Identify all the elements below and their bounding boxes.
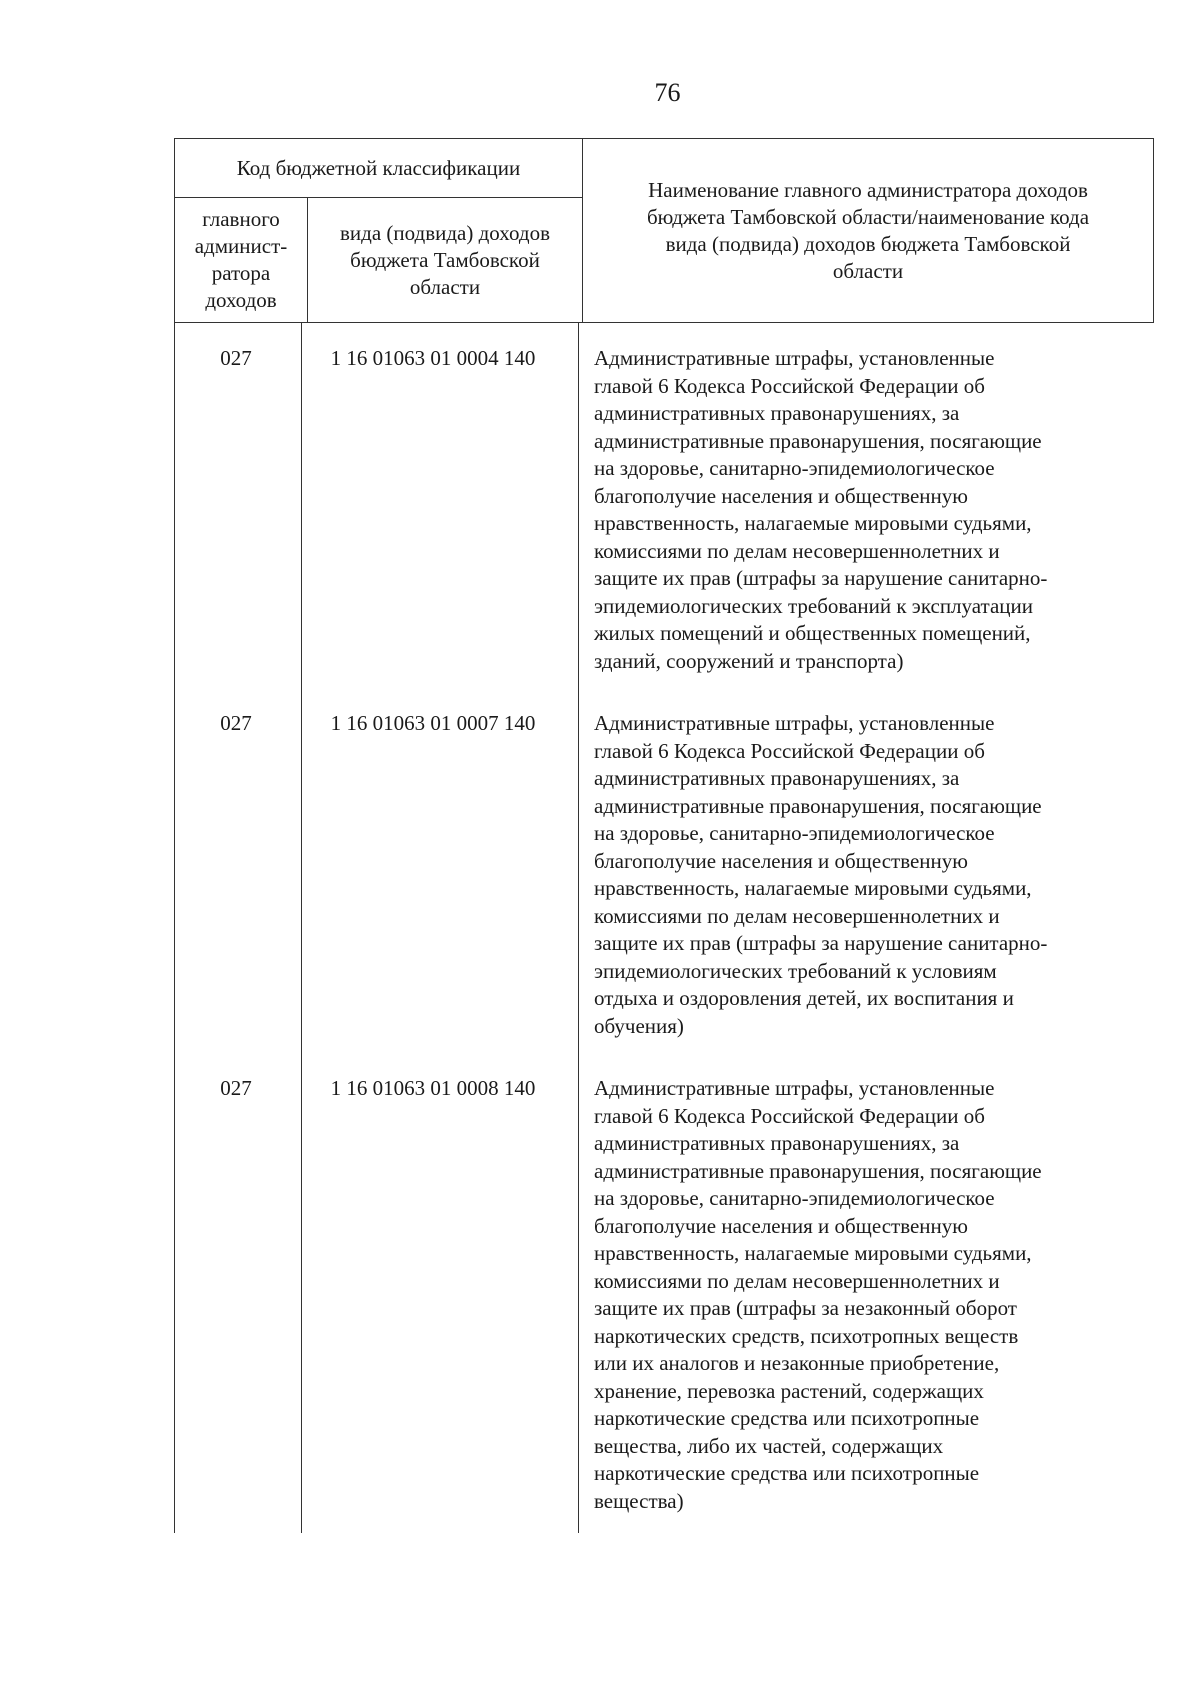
name-line: нравственность, налагаемые мировыми судьями,: [594, 876, 1032, 900]
header-admin-line: доходов: [205, 288, 277, 312]
header-admin-line: админист-: [194, 234, 288, 258]
name-line: вещества): [594, 1488, 684, 1513]
name-line: благополучие населения и общественную: [594, 848, 968, 873]
name-line: нравственность, налагаемые мировыми судьями,: [594, 1241, 1032, 1265]
name-line: эпидемиологических требований к эксплуатации: [594, 593, 1034, 618]
name-line: отдыха и оздоровления детей, их воспитания и: [594, 986, 1014, 1010]
header-code-line: области: [409, 274, 481, 299]
name-line: административных правонарушениях, за: [594, 401, 960, 425]
name-line: вещества, либо их частей, содержащих: [594, 1433, 944, 1458]
name-line: благополучие населения и общественную: [594, 1213, 968, 1238]
name-line: административных правонарушениях, за: [594, 1131, 960, 1155]
name-line: Административные штрафы, установленные: [594, 711, 995, 735]
column-divider: [301, 323, 302, 1533]
header-group-budget-code: Код бюджетной классификации: [175, 139, 583, 198]
header-code-line: вида (подвида) доходов: [340, 220, 550, 245]
name-line: административные правонарушения, посягающие: [594, 793, 1042, 818]
admin-code-cell: 027: [220, 346, 252, 370]
name-line: наркотических средств, психотропных веществ: [594, 1323, 1019, 1348]
name-line: главой 6 Кодекса Российской Федерации об: [594, 1103, 985, 1128]
admin-code-cell: 027: [220, 711, 252, 735]
name-line: нравственность, налагаемые мировыми судьями,: [594, 511, 1032, 535]
name-line: или их аналогов и незаконные приобретение,: [594, 1351, 1000, 1375]
name-line: на здоровье, санитарно-эпидемиологическое: [594, 821, 995, 845]
name-line: на здоровье, санитарно-эпидемиологическое: [594, 456, 995, 480]
name-line: комиссиями по делам несовершеннолетних и: [594, 903, 1000, 928]
name-line: защите их прав (штрафы за нарушение санитарно-: [594, 566, 1048, 590]
header-name-column: [583, 139, 1154, 323]
table-body: [174, 323, 1154, 1533]
name-line: Административные штрафы, установленные: [594, 346, 995, 370]
revenue-code-cell: 1 16 01063 01 0007 140: [330, 711, 536, 735]
header-code-column: [308, 198, 583, 323]
column-divider: [174, 323, 175, 1533]
admin-code-cell: 027: [220, 1076, 252, 1100]
header-code-line: бюджета Тамбовской: [350, 247, 540, 272]
column-divider: [578, 323, 579, 1533]
header-admin-column: [175, 198, 308, 323]
name-line: хранение, перевозка растений, содержащих: [594, 1378, 984, 1403]
name-line: на здоровье, санитарно-эпидемиологическое: [594, 1186, 995, 1210]
revenue-name-cell: [594, 345, 1154, 675]
name-line: административные правонарушения, посягающие: [594, 1158, 1042, 1183]
header-name-line: бюджета Тамбовской области/наименование кода: [646, 204, 1090, 229]
name-line: зданий, сооружений и транспорта): [594, 648, 904, 673]
revenue-code-cell: 1 16 01063 01 0004 140: [330, 346, 536, 370]
name-line: обучения): [594, 1013, 684, 1038]
name-line: эпидемиологических требований к условиям: [594, 958, 997, 983]
header-name-line: Наименование главного администратора доходов: [648, 177, 1088, 202]
header-admin-line: ратора: [211, 261, 271, 285]
name-line: защите их прав (штрафы за нарушение санитарно-: [594, 931, 1048, 955]
header-name-line: вида (подвида) доходов бюджета Тамбовской: [665, 231, 1071, 256]
name-line: Административные штрафы, установленные: [594, 1076, 995, 1100]
revenue-name-cell: [594, 710, 1154, 1040]
table-header: [174, 138, 1154, 323]
revenue-name-cell: [594, 1075, 1154, 1515]
name-line: наркотические средства или психотропные: [594, 1461, 980, 1485]
name-line: благополучие населения и общественную: [594, 483, 968, 508]
name-line: жилых помещений и общественных помещений,: [594, 621, 1031, 645]
name-line: защите их прав (штрафы за незаконный оборот: [594, 1296, 1017, 1320]
name-line: главой 6 Кодекса Российской Федерации об: [594, 738, 985, 763]
name-line: комиссиями по делам несовершеннолетних и: [594, 538, 1000, 563]
name-line: административные правонарушения, посягающие: [594, 428, 1042, 453]
name-line: главой 6 Кодекса Российской Федерации об: [594, 373, 985, 398]
page-number: 76: [654, 78, 681, 107]
name-line: комиссиями по делам несовершеннолетних и: [594, 1268, 1000, 1293]
header-admin-line: главного: [202, 207, 280, 231]
name-line: наркотические средства или психотропные: [594, 1406, 980, 1430]
header-name-line: области: [832, 258, 904, 283]
revenue-code-cell: 1 16 01063 01 0008 140: [330, 1076, 536, 1100]
name-line: административных правонарушениях, за: [594, 766, 960, 790]
